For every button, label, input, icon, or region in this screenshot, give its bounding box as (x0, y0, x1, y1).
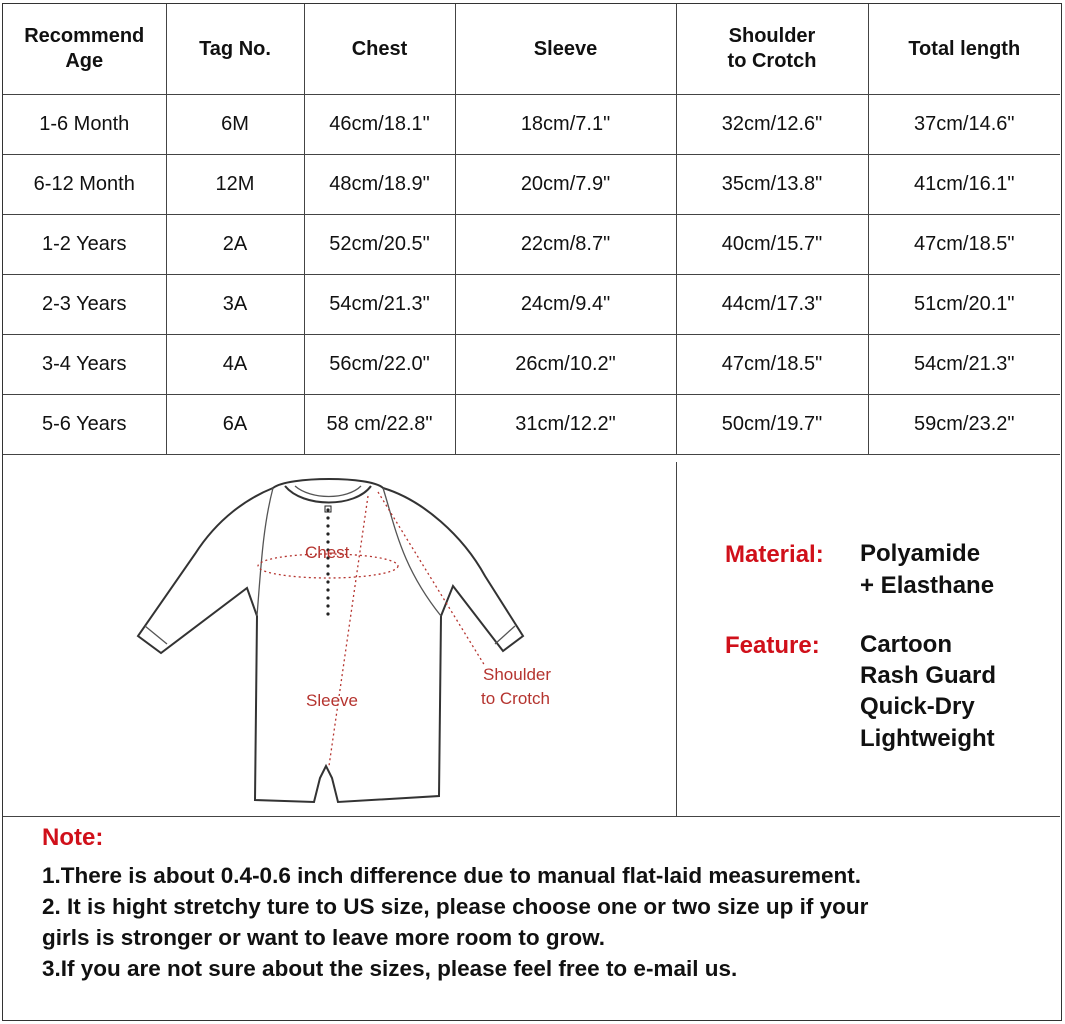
shoulder-label: Shoulder (483, 665, 552, 684)
note-line-3: 3.If you are not sure about the sizes, please feel free to e-mail us. (42, 956, 738, 981)
cell-age: 6-12 Month (3, 155, 166, 215)
table-row (3, 335, 1060, 395)
header-shoulder-to-crotch: Shoulder to Crotch (676, 4, 868, 95)
cell-sleeve: 31cm/12.2" (455, 395, 676, 455)
cell-total-length: 47cm/18.5" (868, 215, 1060, 275)
header-recommend-age: Recommend Age (3, 4, 166, 95)
notes-title: Note: (42, 824, 104, 851)
diagram-and-specs-section (3, 462, 1060, 817)
cell-shoulder-to-crotch: 35cm/13.8" (676, 155, 868, 215)
table-row (3, 395, 1060, 455)
cell-tag: 3A (166, 275, 304, 335)
cell-tag: 12M (166, 155, 304, 215)
feature-label: Feature: (725, 632, 820, 659)
chest-label: Chest (305, 543, 350, 562)
cell-chest: 52cm/20.5" (304, 215, 455, 275)
cell-age: 1-2 Years (3, 215, 166, 275)
cell-shoulder-to-crotch: 32cm/12.6" (676, 95, 868, 155)
cell-tag: 2A (166, 215, 304, 275)
cell-total-length: 54cm/21.3" (868, 335, 1060, 395)
note-line-1: 1.There is about 0.4-0.6 inch difference due to manual flat-laid measurement. (42, 863, 861, 888)
feature-quick-dry: Quick-Dry (860, 693, 975, 720)
rash-guard-diagram (123, 466, 552, 811)
cell-chest: 54cm/21.3" (304, 275, 455, 335)
cell-total-length: 51cm/20.1" (868, 275, 1060, 335)
cell-chest: 58 cm/22.8" (304, 395, 455, 455)
material-value-line1: Polyamide (860, 540, 981, 567)
cell-sleeve: 26cm/10.2" (455, 335, 676, 395)
cell-age: 2-3 Years (3, 275, 166, 335)
shoulder-crotch-measure-line (329, 496, 368, 766)
cell-chest: 56cm/22.0" (304, 335, 455, 395)
note-line-2b: girls is stronger or want to leave more room to grow. (42, 925, 606, 950)
note-line-2a: 2. It is hight stretchy ture to US size, please choose one or two size up if your (42, 894, 869, 919)
table-row (3, 215, 1060, 275)
size-table (3, 4, 1060, 455)
sleeve-measure-line (378, 492, 485, 666)
feature-rash-guard: Rash Guard (860, 662, 997, 689)
header-tag-no: Tag No. (166, 4, 304, 95)
notes-section (42, 824, 1042, 984)
cell-chest: 48cm/18.9" (304, 155, 455, 215)
header-total-length: Total length (868, 4, 1060, 95)
header-sleeve: Sleeve (455, 4, 676, 95)
cell-age: 1-6 Month (3, 95, 166, 155)
cell-sleeve: 22cm/8.7" (455, 215, 676, 275)
cell-tag: 6M (166, 95, 304, 155)
cell-shoulder-to-crotch: 50cm/19.7" (676, 395, 868, 455)
table-row (3, 155, 1060, 215)
cell-total-length: 59cm/23.2" (868, 395, 1060, 455)
feature-cartoon: Cartoon (860, 631, 952, 658)
table-header-row (3, 4, 1060, 95)
cell-shoulder-to-crotch: 44cm/17.3" (676, 275, 868, 335)
table-row (3, 95, 1060, 155)
cell-total-length: 37cm/14.6" (868, 95, 1060, 155)
cell-sleeve: 24cm/9.4" (455, 275, 676, 335)
material-label: Material: (725, 541, 824, 568)
header-chest: Chest (304, 4, 455, 95)
crotch-label: to Crotch (481, 689, 550, 708)
cell-total-length: 41cm/16.1" (868, 155, 1060, 215)
section-divider (676, 462, 677, 816)
cell-sleeve: 20cm/7.9" (455, 155, 676, 215)
feature-lightweight: Lightweight (860, 725, 995, 752)
cell-shoulder-to-crotch: 47cm/18.5" (676, 335, 868, 395)
sleeve-label: Sleeve (306, 691, 358, 710)
cell-chest: 46cm/18.1" (304, 95, 455, 155)
cell-tag: 4A (166, 335, 304, 395)
material-value-line2: + Elasthane (860, 572, 995, 599)
cell-sleeve: 18cm/7.1" (455, 95, 676, 155)
cell-tag: 6A (166, 395, 304, 455)
cell-age: 3-4 Years (3, 335, 166, 395)
cell-age: 5-6 Years (3, 395, 166, 455)
table-row (3, 275, 1060, 335)
cell-shoulder-to-crotch: 40cm/15.7" (676, 215, 868, 275)
